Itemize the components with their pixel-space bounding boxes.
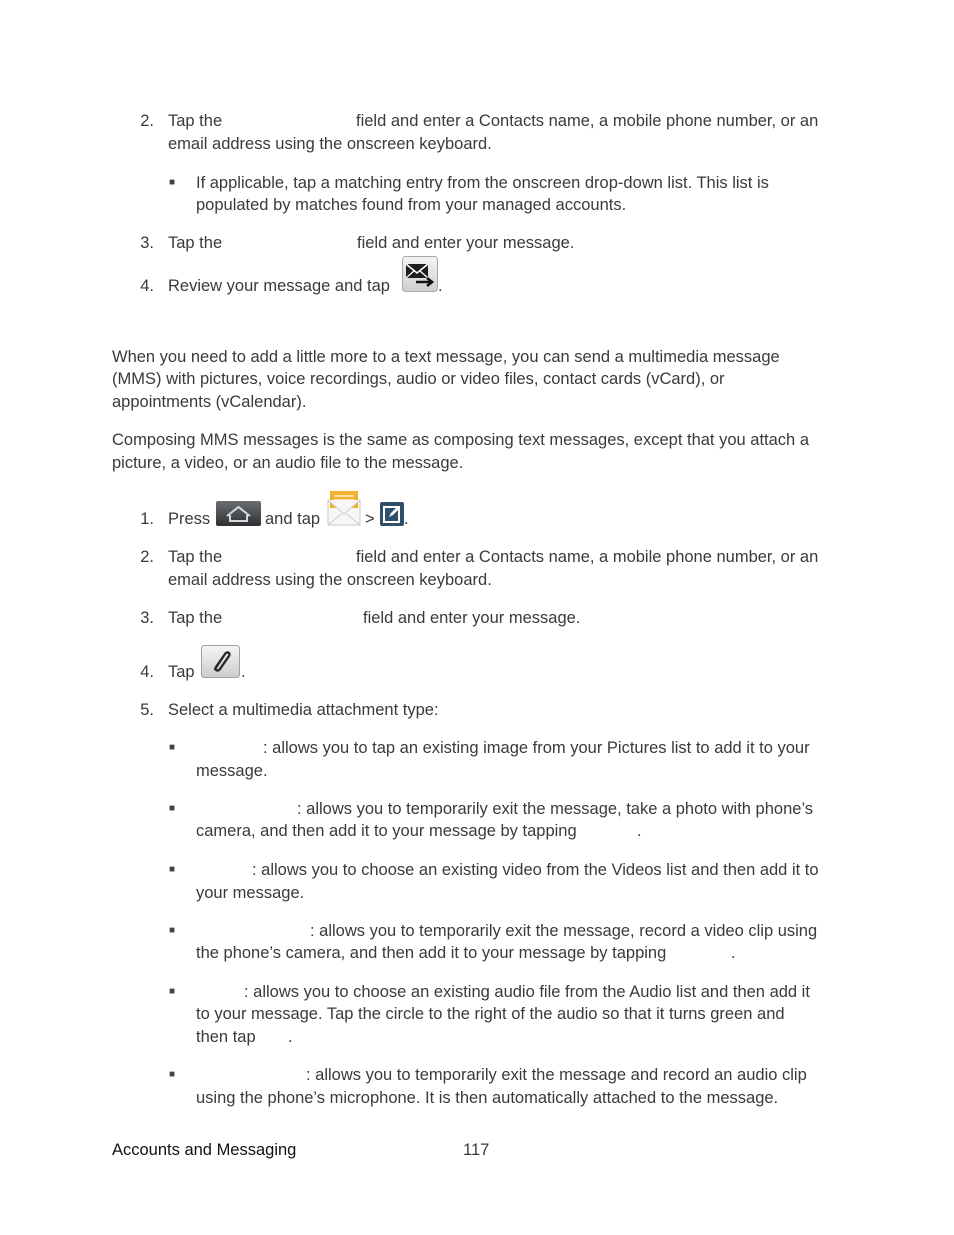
step-text: field and enter your message. — [363, 609, 581, 627]
bullet-marker: ■ — [169, 1069, 176, 1080]
step-text: Tap the — [168, 112, 223, 130]
step-text: . — [404, 510, 409, 528]
paragraph-line: (MMS) with pictures, voice recordings, audio or video files, contact cards (vCard), or — [112, 370, 725, 388]
bullet-text: : allows you to temporarily exit the message and record an audio clip — [306, 1066, 807, 1084]
footer-page-number: 117 — [463, 1141, 490, 1159]
bullet-text: . — [731, 944, 736, 962]
step-text: field and enter your message. — [357, 234, 575, 252]
bullet-text: : allows you to temporarily exit the message, take a photo with phone’s — [297, 800, 814, 818]
footer-section-title: Accounts and Messaging — [112, 1141, 297, 1159]
bullet-text: If applicable, tap a matching entry from the onscreen drop-down list. This list is — [196, 174, 769, 192]
step-number: 5. — [140, 701, 154, 719]
step-number: 2. — [140, 112, 154, 130]
bullet-text: : allows you to tap an existing image from your Pictures list to add it to your — [263, 739, 810, 757]
step-number: 4. — [140, 663, 154, 681]
compose-icon — [380, 502, 404, 531]
step-number: 4. — [140, 277, 154, 295]
step-text: > — [365, 510, 375, 528]
bullet-text: : allows you to temporarily exit the message, record a video clip using — [310, 922, 818, 940]
bullet-text: camera, and then add it to your message by tapping — [196, 822, 577, 840]
step-text: Tap the — [168, 609, 223, 627]
bullet-text: . — [637, 822, 642, 840]
bullet-text: . — [288, 1028, 293, 1046]
step-number: 2. — [140, 548, 154, 566]
step-number: 3. — [140, 609, 154, 627]
bullet-text: using the phone’s microphone. It is then automatically attached to the message. — [196, 1089, 779, 1107]
paragraph-line: picture, a video, or an audio file to the message. — [112, 454, 464, 472]
step-number: 1. — [140, 510, 154, 528]
step-text: Review your message and tap — [168, 277, 390, 295]
home-key-icon — [216, 501, 261, 531]
paragraph-line: When you need to add a little more to a text message, you can send a multimedia message — [112, 348, 780, 366]
bullet-text: : allows you to choose an existing video from the Videos list and then add it to — [252, 861, 819, 879]
bullet-text: : allows you to choose an existing audio file from the Audio list and then add it — [244, 983, 810, 1001]
bullet-text: message. — [196, 762, 268, 780]
bullet-marker: ■ — [169, 986, 176, 997]
step-text: . — [241, 663, 246, 681]
bullet-text: your message. — [196, 884, 305, 902]
step-text: Select a multimedia attachment type: — [168, 701, 439, 719]
step-number: 3. — [140, 234, 154, 252]
step-text: Tap the — [168, 548, 223, 566]
paperclip-attach-icon — [201, 645, 240, 683]
paragraph-line: Composing MMS messages is the same as composing text messages, except that you attach a — [112, 431, 809, 449]
step-text: Tap — [168, 663, 195, 681]
step-text: field and enter a Contacts name, a mobile phone number, or an — [356, 112, 819, 130]
bullet-marker: ■ — [169, 742, 176, 753]
step-text: email address using the onscreen keyboard. — [168, 135, 492, 153]
step-text: . — [438, 277, 443, 295]
step-text: Press — [168, 510, 211, 528]
paragraph-line: appointments (vCalendar). — [112, 393, 307, 411]
send-message-icon — [402, 256, 438, 297]
bullet-text: the phone’s camera, and then add it to your message by tapping — [196, 944, 667, 962]
step-text: and tap — [265, 510, 321, 528]
bullet-text: populated by matches found from your managed accounts. — [196, 196, 627, 214]
messaging-app-icon — [326, 490, 362, 532]
bullet-text: then tap — [196, 1028, 256, 1046]
bullet-text: to your message. Tap the circle to the right of the audio so that it turns green and — [196, 1005, 785, 1023]
bullet-marker: ■ — [169, 803, 176, 814]
step-text: email address using the onscreen keyboard. — [168, 571, 492, 589]
step-text: field and enter a Contacts name, a mobile phone number, or an — [356, 548, 819, 566]
bullet-marker: ■ — [169, 925, 176, 936]
bullet-marker: ■ — [169, 177, 176, 188]
step-text: Tap the — [168, 234, 223, 252]
bullet-marker: ■ — [169, 864, 176, 875]
